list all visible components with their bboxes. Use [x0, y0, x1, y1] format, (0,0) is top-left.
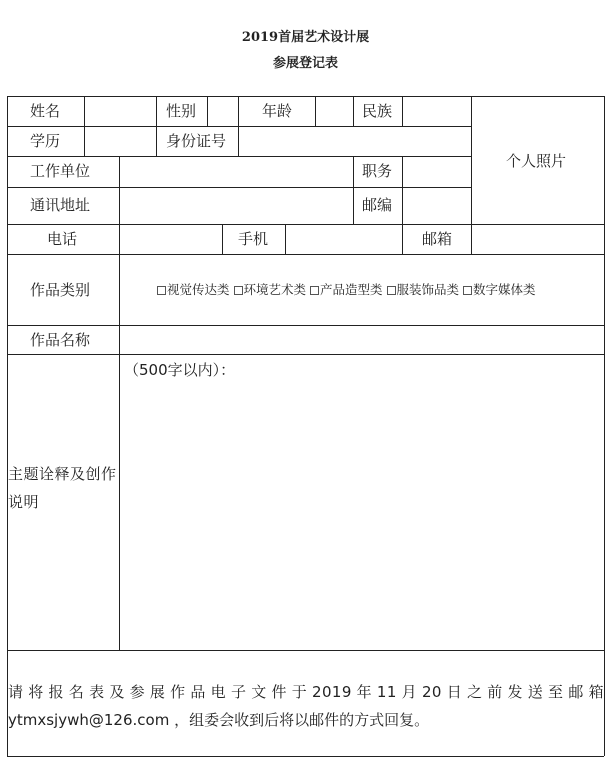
checkbox-icon — [463, 286, 472, 295]
page-subtitle: 参展登记表 — [272, 56, 338, 71]
position-label: 职务 — [362, 162, 393, 180]
theme-hint: （500字以内）： — [124, 361, 236, 379]
footer-note-line1: 请将报名表及参展作品电子文件于2019年11月20日之前发送至邮箱 — [8, 683, 604, 701]
work-name-label: 作品名称 — [30, 331, 91, 349]
checkbox-icon — [234, 286, 243, 295]
category-option[interactable]: 服装饰品类 — [387, 282, 460, 297]
ethnicity-label: 民族 — [362, 102, 393, 120]
address-label: 通讯地址 — [30, 196, 91, 214]
name-label: 姓名 — [30, 102, 61, 120]
category-options — [157, 281, 536, 299]
checkbox-icon — [310, 286, 319, 295]
category-option[interactable]: 产品造型类 — [310, 282, 383, 297]
footer-note-line2: ytmxsjywh@126.com ，组委会收到后将以邮件的方式回复。 — [8, 711, 430, 729]
postcode-label: 邮编 — [362, 196, 393, 214]
id-number-label: 身份证号 — [166, 132, 227, 150]
category-option[interactable]: 环境艺术类 — [234, 282, 307, 297]
age-label: 年龄 — [262, 102, 293, 120]
email-label: 邮箱 — [422, 230, 453, 248]
gender-label: 性别 — [166, 102, 197, 120]
category-option[interactable]: 视觉传达类 — [157, 282, 230, 297]
mobile-label: 手机 — [238, 230, 269, 248]
education-label: 学历 — [30, 132, 61, 150]
category-option[interactable]: 数字媒体类 — [463, 282, 536, 297]
theme-label: 主题诠释及创作说明 — [8, 465, 117, 511]
work-unit-label: 工作单位 — [30, 162, 91, 180]
page-title: 2019首届艺术设计展 — [241, 30, 370, 45]
phone-label: 电话 — [47, 230, 78, 248]
checkbox-icon — [157, 286, 166, 295]
checkbox-icon — [387, 286, 396, 295]
photo-label: 个人照片 — [506, 152, 567, 170]
category-label: 作品类别 — [30, 281, 91, 299]
